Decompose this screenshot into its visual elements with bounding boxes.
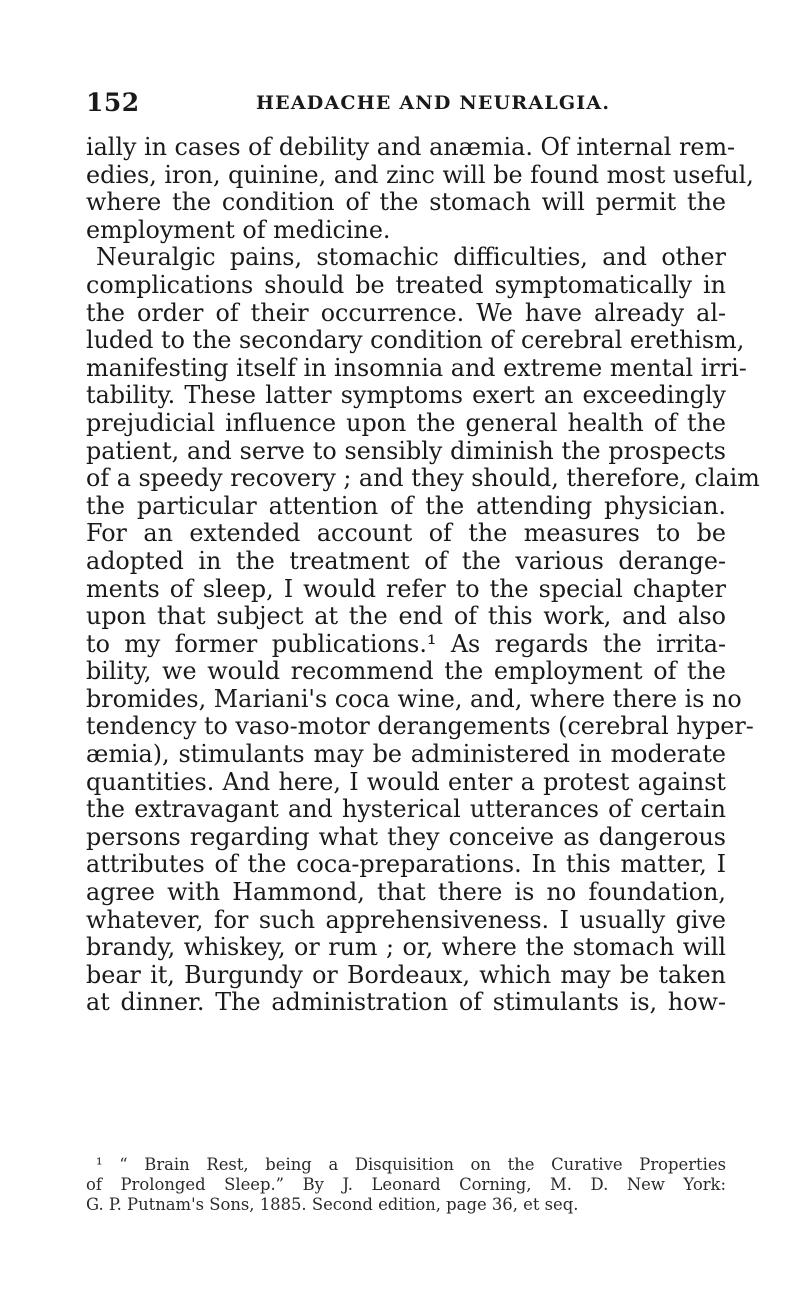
page-number: 152 [86,88,140,117]
text-line: ially in cases of debility and anæmia. Of internal rem- [86,133,736,161]
body-text [86,133,760,1017]
text-line: upon that subject at the end of this work, and also [86,602,726,631]
text-line: patient, and serve to sensibly diminish the prospects [86,436,726,465]
text-line: æmia), stimulants may be administered in moderate [86,740,726,769]
running-title: HEADACHE AND NEURALGIA. [256,92,611,114]
text-line: quantities. And here, I would enter a protest against [86,767,726,796]
text-line: attributes of the coca-preparations. In this matter, I [86,850,726,879]
text-line: luded to the secondary condition of cerebral erethism, [86,326,745,355]
text-line: bility, we would recommend the employment of the [86,657,726,686]
text-line: prejudicial influence upon the general health of the [86,408,726,437]
text-line: For an extended account of the measures to be [86,519,726,548]
text-line: agree with Hammond, that there is no foundation, [86,878,726,907]
text-line: bromides, Mariani's coca wine, and, where there is no [86,684,742,713]
text-line: persons regarding what they conceive as dangerous [86,822,726,851]
text-line: the particular attention of the attending physician. [86,491,726,520]
footnote-line: ¹ “ Brain Rest, being a Disquisition on the Curative Properties [96,1155,726,1174]
page-header [86,88,726,118]
text-line: tendency to vaso-motor derangements (cerebral hyper- [86,712,754,741]
text-line: adopted in the treatment of the various derange- [86,546,726,575]
text-line: ments of sleep, I would refer to the special chapter [86,574,726,603]
footnote-line: G. P. Putnam's Sons, 1885. Second edition, page 36, et seq. [86,1195,579,1214]
text-line: tability. These latter symptoms exert an exceedingly [86,381,726,410]
footnote [86,1155,726,1215]
text-line: whatever, for such apprehensiveness. I usually give [86,905,726,934]
text-line: of a speedy recovery ; and they should, therefore, claim [86,464,760,493]
text-line: the extravagant and hysterical utterances of certain [86,795,726,824]
text-line: to my former publications.¹ As regards the irrita- [86,629,726,658]
text-line: complications should be treated symptomatically in [86,270,726,299]
text-line: where the condition of the stomach will permit the [86,188,726,217]
text-line: Neuralgic pains, stomachic difficulties, and other [96,243,726,272]
footnote-line: of Prolonged Sleep.” By J. Leonard Corning, M. D. New York: [86,1175,726,1194]
text-line: bear it, Burgundy or Bordeaux, which may be taken [86,960,726,989]
text-line: employment of medicine. [86,215,391,244]
text-line: manifesting itself in insomnia and extreme mental irri- [86,353,747,382]
text-line: edies, iron, quinine, and zinc will be found most useful, [86,160,754,189]
text-line: brandy, whiskey, or rum ; or, where the stomach will [86,933,726,962]
text-line: the order of their occurrence. We have already al- [86,298,726,327]
text-line: at dinner. The administration of stimulants is, how- [86,988,726,1017]
